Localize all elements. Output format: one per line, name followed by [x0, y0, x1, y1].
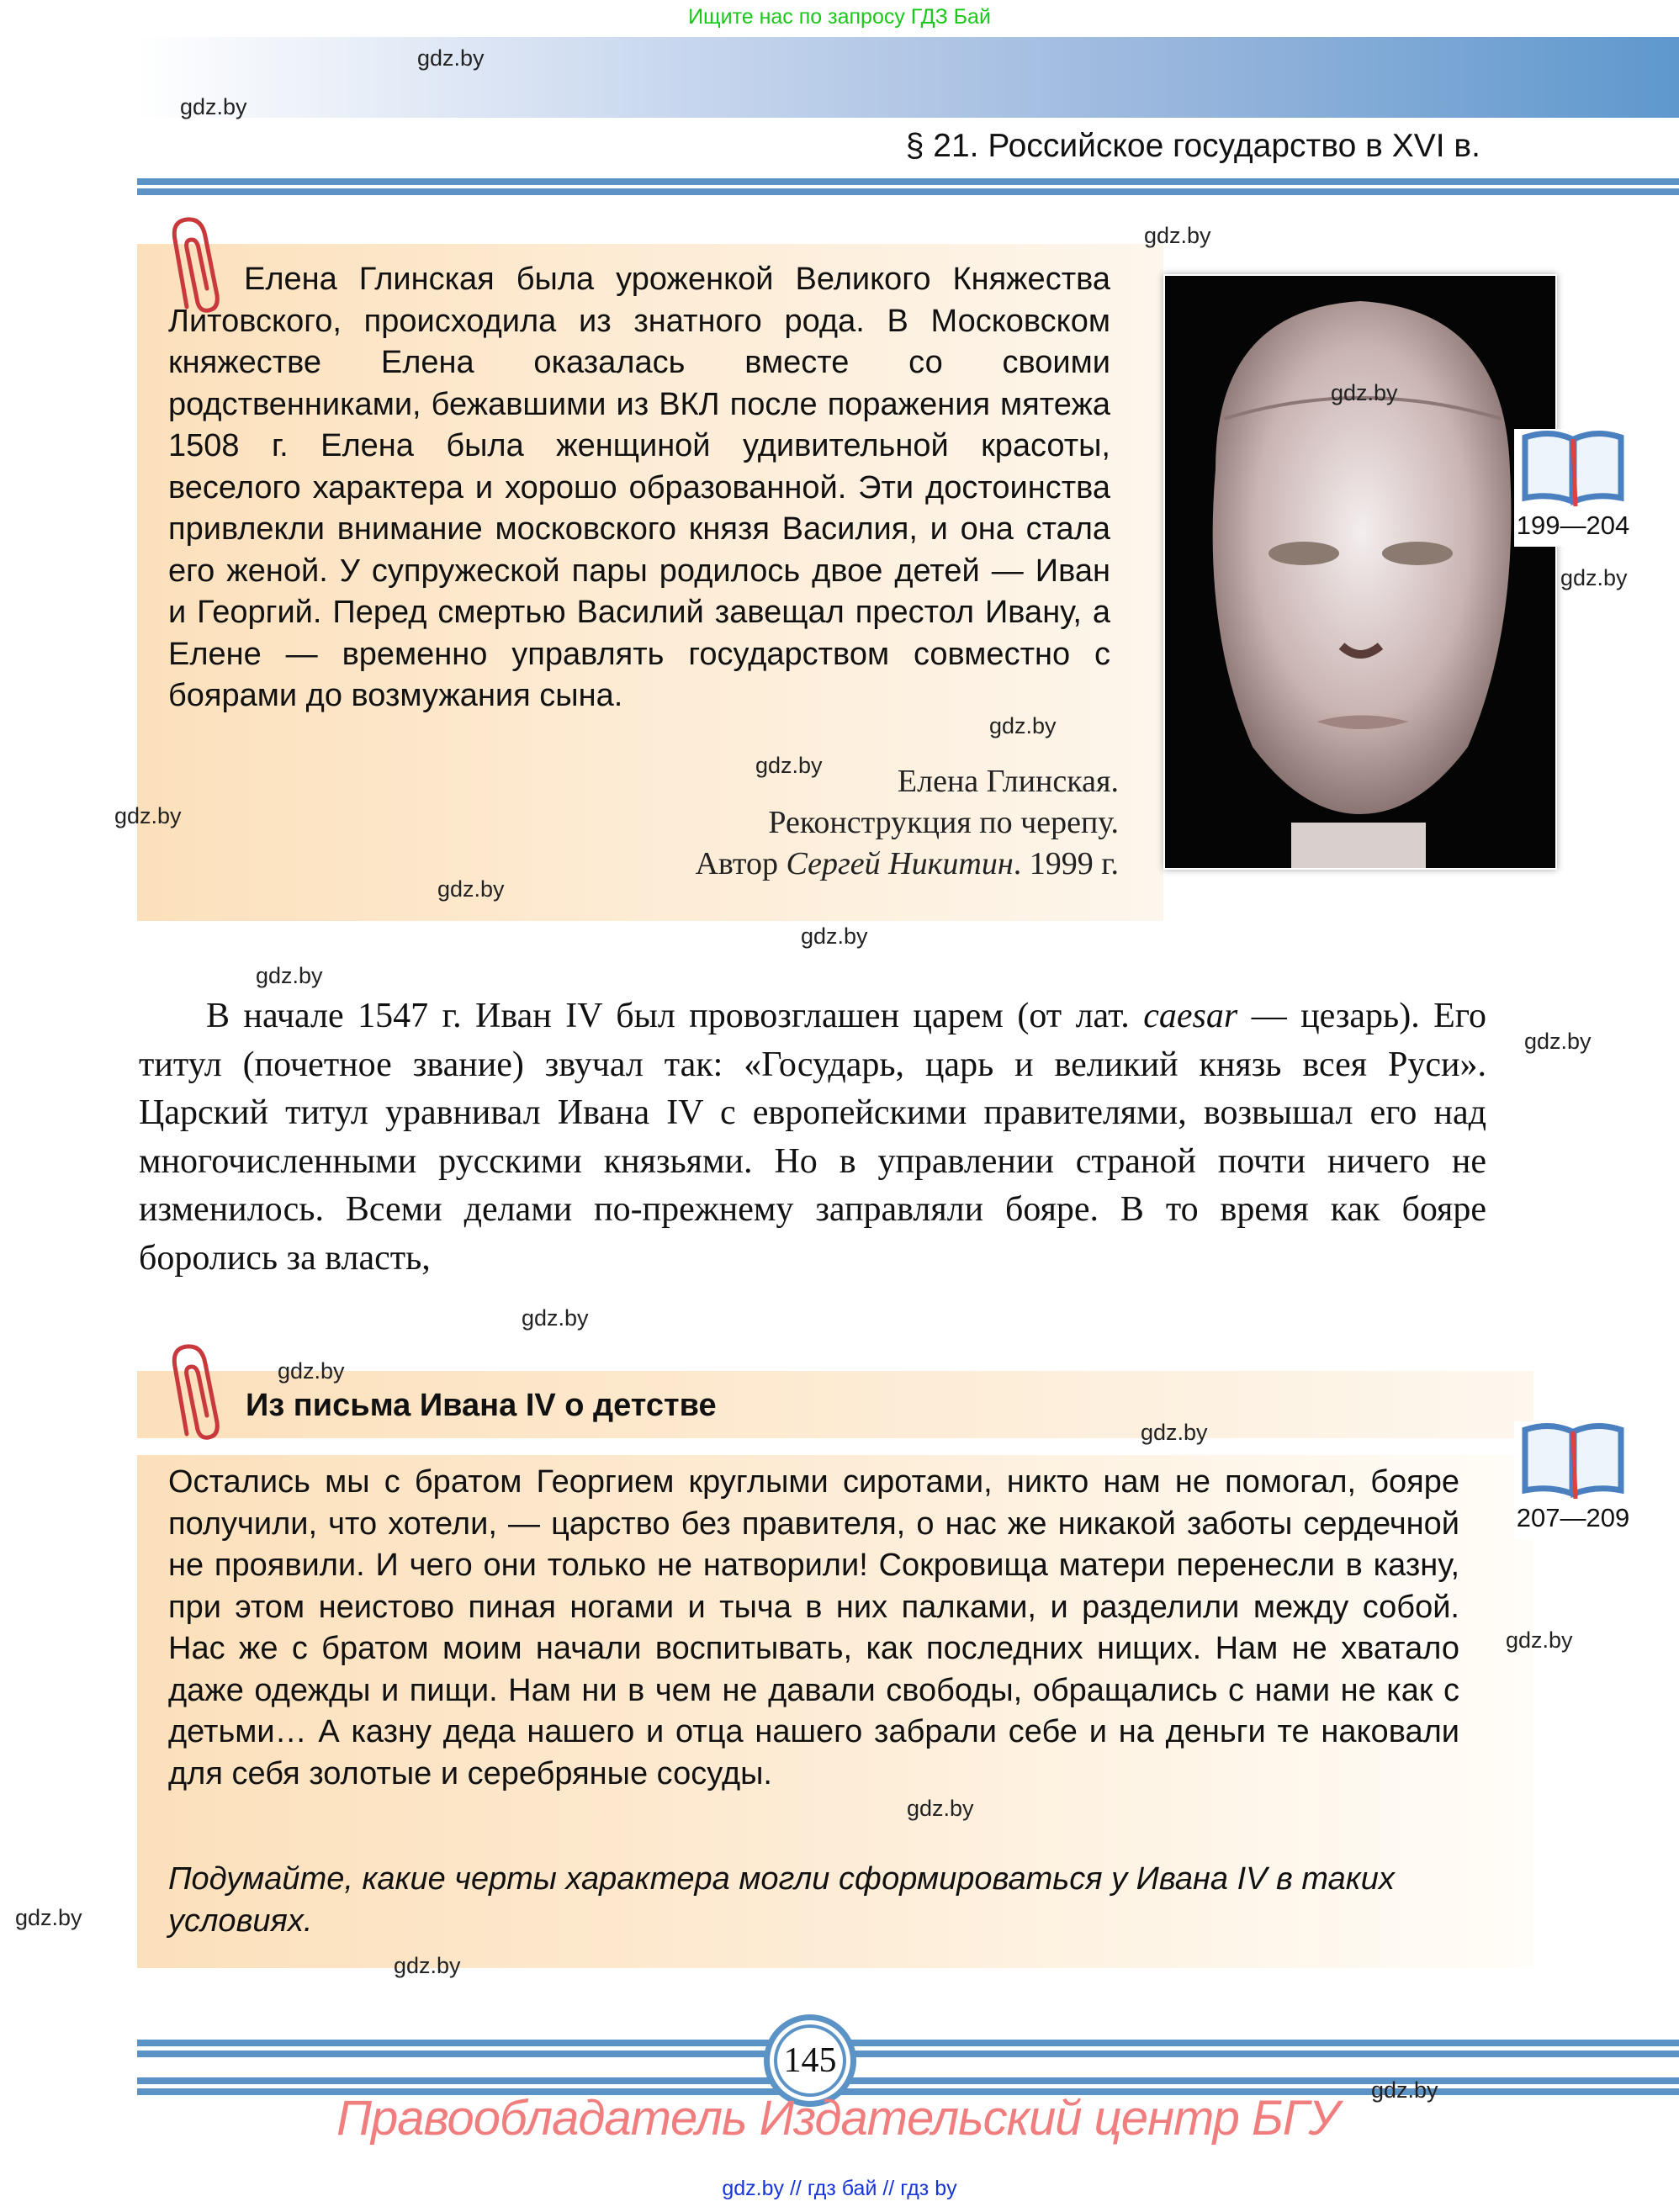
page-number: 145 — [774, 2024, 846, 2097]
letter-quote: Остались мы с братом Георгием круглыми сиротами, никто нам не помогал, бояре получили, что хотели, — царство без правителя, о нас же никакой заботы сердечной не проявили. И чего они только не натворили! Сокровища матери перенесли в казну, при этом неистово пиная ногами и тыча в них палками, и разделили между собой. Нас же с братом моим начали воспитывать, как последних нищих. Нам не хватало даже одежды и пищи. Нам ни в чем не давали свободы, обращались с нами не как с детьми… А казну деда нашего и отца нашего забрали себе и на деньги те наковали для себя золотые и серебряные сосуды. — [168, 1464, 1459, 1791]
open-book-icon — [1518, 429, 1628, 506]
watermark: gdz.by — [278, 1358, 345, 1384]
main-paragraph — [139, 992, 1486, 1283]
glinskaya-text — [168, 259, 1110, 717]
section-title: § 21. Российское государство в XVI в. — [905, 128, 1480, 164]
footer-rule — [137, 2051, 1679, 2057]
watermark: gdz.by — [1371, 2077, 1438, 2103]
watermark: gdz.by — [15, 1905, 82, 1930]
watermark: gdz.by — [256, 963, 323, 988]
watermark: gdz.by — [180, 94, 247, 119]
watermark: gdz.by — [417, 45, 485, 71]
watermark: gdz.by — [394, 1953, 461, 1978]
copyright-notice: Правообладатель Издательский центр БГУ — [336, 2091, 1339, 2146]
footer-links[interactable]: gdz.by // гдз бай // гдз by — [722, 2177, 957, 2200]
portrait-image — [1163, 274, 1557, 870]
glinskaya-paragraph: Елена Глинская была уроженкой Великого Княжества Литовского, происходила из знатного рода. В Московском княжестве Елена оказалась вместе со своими родственниками, бежавшими из ВКЛ после поражения мятежа 1508 г. Елена была женщиной удивительной красоты, веселого характера и хорошо образованной. Эти достоинства привлекли внимание московского князя Василия, и она стала его женой. У супружеской пары родилось двое детей — Иван и Георгий. Перед смертью Василий завещал престол Ивану, а Елене — временно управлять государством совместно с боярами до возмужания сына. — [168, 262, 1110, 713]
page-reference-207-209[interactable] — [1514, 1421, 1632, 1539]
letter-title: Из письма Ивана IV о детстве — [246, 1388, 717, 1423]
caption-line — [530, 844, 1119, 885]
watermark: gdz.by — [755, 753, 823, 778]
top-banner: Ищите нас по запросу ГДЗ Бай — [688, 5, 991, 29]
portrait-caption — [530, 761, 1119, 885]
paperclip-icon — [168, 1341, 227, 1442]
header-rule — [137, 178, 1679, 185]
watermark: gdz.by — [1141, 1420, 1208, 1445]
caption-year: . 1999 г. — [1013, 846, 1119, 881]
watermark: gdz.by — [1331, 380, 1398, 405]
header-band — [135, 37, 1679, 118]
latin-term: caesar — [1143, 997, 1238, 1035]
caption-author: Сергей Никитин — [786, 846, 1014, 881]
page-reference-199-204[interactable] — [1514, 429, 1632, 547]
watermark: gdz.by — [989, 713, 1057, 738]
caption-line: Елена Глинская. — [897, 764, 1119, 799]
watermark: gdz.by — [1560, 565, 1628, 590]
main-text-part: В начале 1547 г. Иван IV был провозглашен царем (от лат. — [206, 997, 1144, 1035]
watermark: gdz.by — [522, 1305, 589, 1331]
letter-question: Подумайте, какие черты характера могли сформироваться у Ивана IV в таких условиях. — [168, 1861, 1395, 1939]
watermark: gdz.by — [801, 923, 868, 949]
watermark: gdz.by — [1506, 1627, 1573, 1653]
watermark: gdz.by — [907, 1796, 974, 1821]
open-book-icon — [1518, 1421, 1628, 1499]
watermark: gdz.by — [1144, 223, 1211, 248]
sculpture-head-image — [1165, 276, 1555, 868]
header-rule — [137, 188, 1679, 195]
caption-author-prefix: Автор — [695, 846, 787, 881]
watermark: gdz.by — [437, 876, 505, 902]
watermark: gdz.by — [114, 803, 182, 828]
main-text-part: — цезарь). Его титул (почетное звание) звучал так: «Государь, царь и великий князь всея Руси». Царский титул уравнивал Ивана IV с европейскими правителями, возвышал его над многочисленными русскими князьями. Но в управлении страной почти ничего не изменилось. Всеми делами по-прежнему заправляли бояре. В то время как бояре боролись за власть, — [139, 997, 1486, 1278]
caption-line: Реконструкция по черепу. — [768, 805, 1119, 840]
footer-rule — [137, 2040, 1679, 2046]
page-reference-label: 207—209 — [1516, 1503, 1630, 1532]
watermark: gdz.by — [1524, 1029, 1592, 1054]
footer-rule — [137, 2077, 1679, 2084]
page-reference-label: 199—204 — [1516, 511, 1630, 540]
